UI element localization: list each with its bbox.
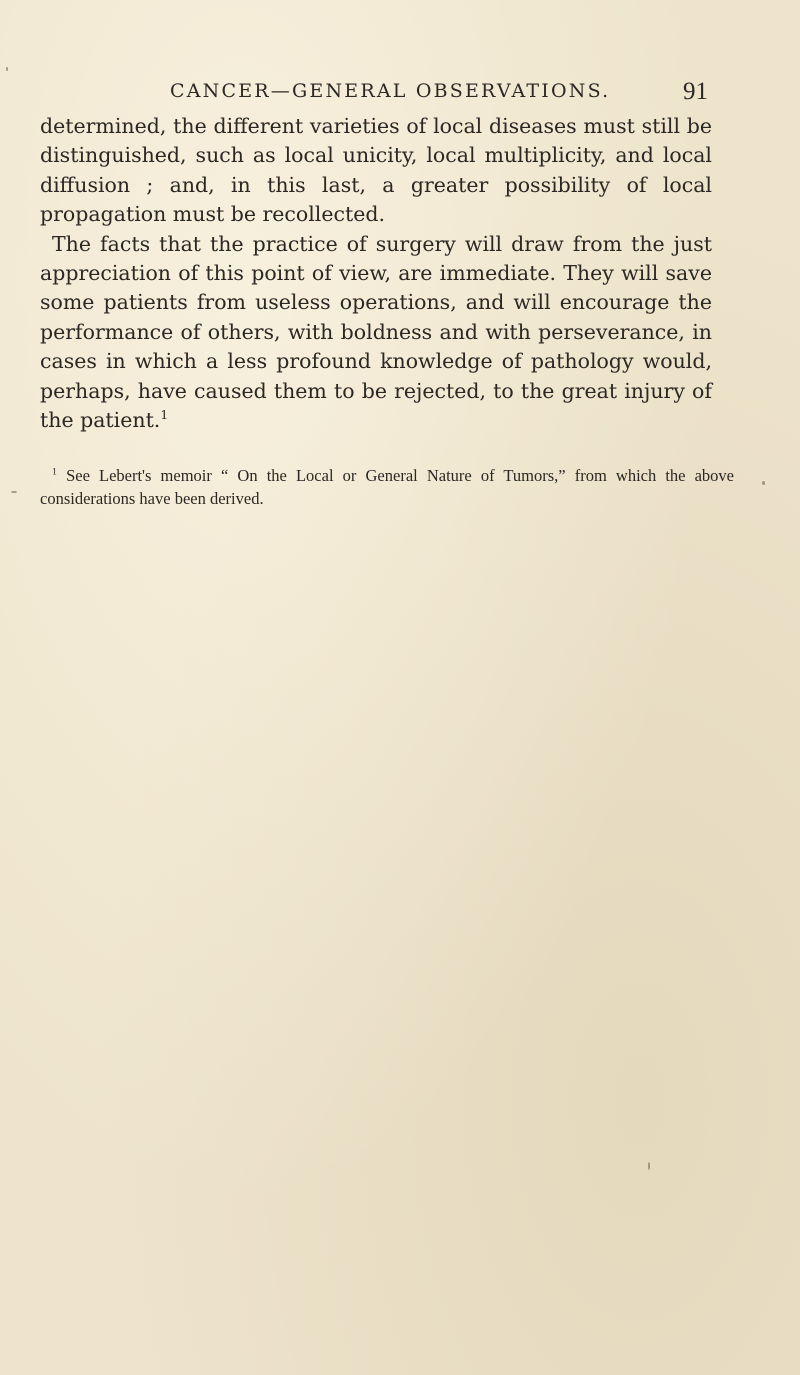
paper-speck: [6, 67, 8, 71]
running-head: CANCER—GENERAL OBSERVATIONS.: [170, 80, 611, 102]
body-text: [40, 112, 712, 435]
footnote: [40, 464, 734, 510]
paragraph-1: determined, the different varieties of local diseases must still be distinguished, such as local unicity, local multiplicity, and local diffusion ; and, in this last, a greater possibility of local propagation must be recollected.: [40, 114, 712, 227]
footnote-text: See Lebert's memoir “ On the Local or General Nature of Tumors,” from which the above considerations have been derived.: [40, 466, 735, 508]
paper-speck: [762, 481, 765, 485]
page-number: 91: [683, 78, 708, 105]
paragraph-2-text: The facts that the practice of surgery will draw from the just appreciation of this point of view, are immediate. They will save some patients from useless operations, and will encourage the performance of others, with boldness and with perseverance, in cases in which a less profound knowledge of pathology would, perhaps, have caused them to be rejected, to the great injury of the patient.: [40, 231, 712, 433]
paper-speck: [648, 1162, 650, 1170]
paragraph-2: [40, 230, 712, 436]
footnote-reference[interactable]: 1: [160, 408, 169, 423]
footnote-marker: 1: [52, 466, 57, 478]
paper-speck: [11, 491, 17, 493]
